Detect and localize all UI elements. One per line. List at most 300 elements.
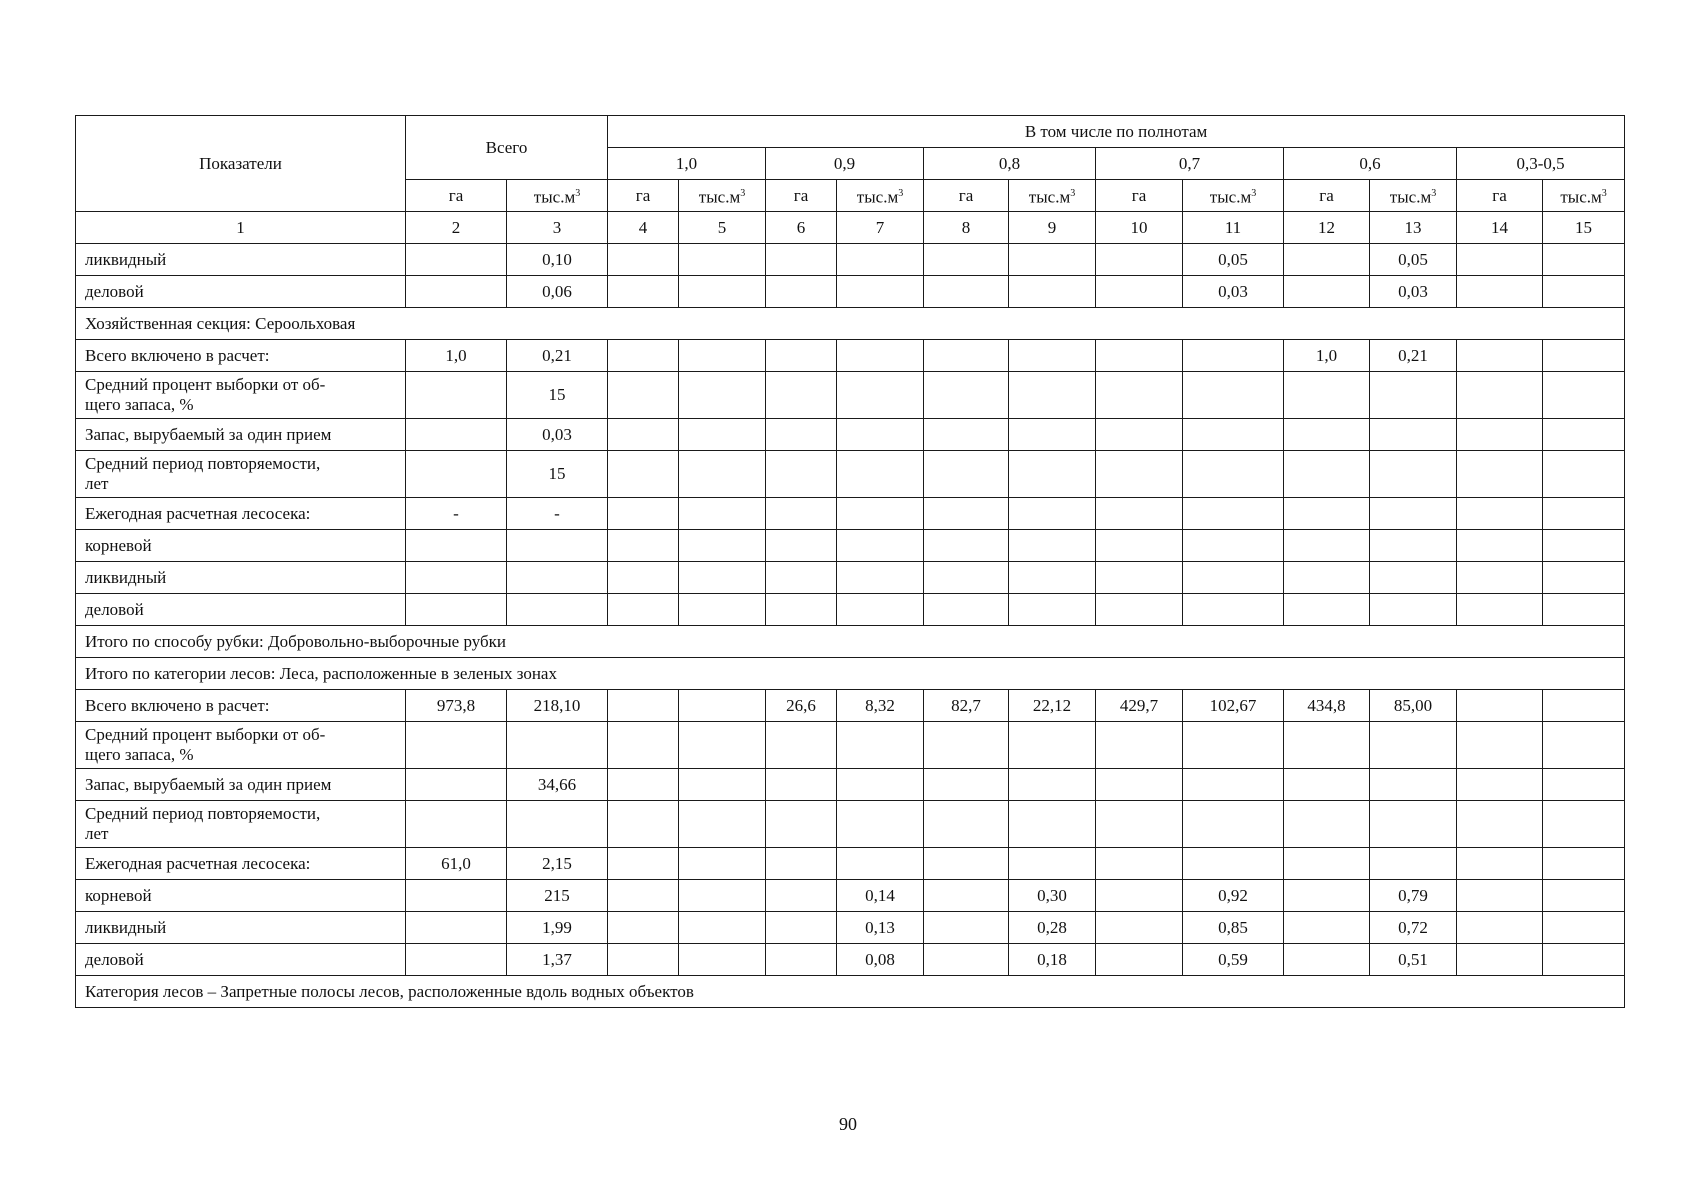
table-cell bbox=[406, 912, 507, 944]
table-cell bbox=[1183, 419, 1284, 451]
section-row bbox=[76, 658, 1625, 690]
table-row bbox=[76, 944, 1625, 976]
header-row-1 bbox=[76, 116, 1625, 148]
table-cell: 0,18 bbox=[1009, 944, 1096, 976]
table-cell bbox=[608, 244, 679, 276]
row-label: Всего включено в расчет: bbox=[76, 690, 406, 722]
table-cell bbox=[924, 562, 1009, 594]
table-cell: 0,03 bbox=[507, 419, 608, 451]
table-cell bbox=[1543, 912, 1625, 944]
table-cell bbox=[1284, 372, 1370, 419]
table-cell bbox=[924, 244, 1009, 276]
table-cell bbox=[766, 419, 837, 451]
table-cell bbox=[1284, 419, 1370, 451]
column-number: 15 bbox=[1543, 212, 1625, 244]
density-header: 0,6 bbox=[1284, 148, 1457, 180]
table-row bbox=[76, 769, 1625, 801]
table-cell bbox=[1096, 562, 1183, 594]
density-header: 0,9 bbox=[766, 148, 924, 180]
table-cell bbox=[406, 451, 507, 498]
table-cell bbox=[1543, 722, 1625, 769]
table-row bbox=[76, 722, 1625, 769]
table-cell bbox=[608, 451, 679, 498]
indicators-header: Показатели bbox=[76, 116, 406, 212]
table-cell bbox=[406, 372, 507, 419]
table-cell bbox=[679, 722, 766, 769]
table-cell bbox=[1284, 530, 1370, 562]
table-cell bbox=[1370, 562, 1457, 594]
table-cell bbox=[608, 419, 679, 451]
table-cell bbox=[1370, 594, 1457, 626]
table-cell bbox=[837, 594, 924, 626]
table-cell bbox=[1183, 340, 1284, 372]
table-cell: 0,28 bbox=[1009, 912, 1096, 944]
row-label: Запас, вырубаемый за один прием bbox=[76, 769, 406, 801]
page-number: 90 bbox=[839, 1114, 857, 1134]
table-cell: 0,21 bbox=[507, 340, 608, 372]
table-cell bbox=[1009, 848, 1096, 880]
table-cell bbox=[507, 801, 608, 848]
table-cell bbox=[1096, 530, 1183, 562]
table-cell bbox=[1009, 276, 1096, 308]
table-cell bbox=[766, 880, 837, 912]
table-cell bbox=[924, 340, 1009, 372]
unit-volume-superscript: 3 bbox=[1431, 187, 1437, 199]
table-cell bbox=[1183, 769, 1284, 801]
table-cell bbox=[679, 562, 766, 594]
table-cell bbox=[1457, 419, 1543, 451]
table-cell: 0,79 bbox=[1370, 880, 1457, 912]
table-row bbox=[76, 594, 1625, 626]
table-cell bbox=[1370, 848, 1457, 880]
table-cell bbox=[1543, 562, 1625, 594]
unit-volume-header bbox=[837, 180, 924, 212]
table-cell bbox=[1457, 451, 1543, 498]
table-cell bbox=[766, 498, 837, 530]
table-cell bbox=[679, 276, 766, 308]
table-cell: - bbox=[406, 498, 507, 530]
section-title: Итого по способу рубки: Добровольно-выборочные рубки bbox=[76, 626, 1625, 658]
row-label: деловой bbox=[76, 594, 406, 626]
table-cell bbox=[406, 530, 507, 562]
table-cell bbox=[1543, 498, 1625, 530]
table-cell bbox=[837, 451, 924, 498]
unit-area-header: га bbox=[608, 180, 679, 212]
table-cell bbox=[406, 244, 507, 276]
table-cell bbox=[608, 594, 679, 626]
table-cell bbox=[1543, 451, 1625, 498]
density-header: 1,0 bbox=[608, 148, 766, 180]
table-cell bbox=[608, 944, 679, 976]
column-number: 9 bbox=[1009, 212, 1096, 244]
unit-area-header: га bbox=[1457, 180, 1543, 212]
unit-area-header: га bbox=[924, 180, 1009, 212]
table-cell: 0,03 bbox=[1183, 276, 1284, 308]
section-row bbox=[76, 976, 1625, 1008]
table-cell bbox=[1284, 451, 1370, 498]
table-cell bbox=[608, 530, 679, 562]
row-label: ликвидный bbox=[76, 912, 406, 944]
table-cell: 0,59 bbox=[1183, 944, 1284, 976]
table-cell bbox=[924, 944, 1009, 976]
table-cell bbox=[406, 276, 507, 308]
table-cell bbox=[766, 276, 837, 308]
table-cell bbox=[766, 848, 837, 880]
table-cell bbox=[1284, 498, 1370, 530]
table-row bbox=[76, 880, 1625, 912]
table-cell bbox=[1457, 690, 1543, 722]
table-cell bbox=[1284, 912, 1370, 944]
table-row bbox=[76, 244, 1625, 276]
table-cell bbox=[924, 372, 1009, 419]
table-cell bbox=[1009, 419, 1096, 451]
table-cell bbox=[837, 848, 924, 880]
table-cell bbox=[1457, 848, 1543, 880]
row-label: корневой bbox=[76, 530, 406, 562]
table-cell bbox=[1370, 372, 1457, 419]
row-label: корневой bbox=[76, 880, 406, 912]
table-cell bbox=[608, 562, 679, 594]
table-cell bbox=[1096, 912, 1183, 944]
header-numbers-row bbox=[76, 212, 1625, 244]
table-cell: 0,21 bbox=[1370, 340, 1457, 372]
table-row bbox=[76, 372, 1625, 419]
row-label: ликвидный bbox=[76, 562, 406, 594]
table-cell bbox=[1370, 498, 1457, 530]
table-cell bbox=[1096, 880, 1183, 912]
table-cell: 2,15 bbox=[507, 848, 608, 880]
table-cell: 0,10 bbox=[507, 244, 608, 276]
section-row bbox=[76, 626, 1625, 658]
table-cell bbox=[1096, 340, 1183, 372]
table-cell bbox=[1009, 562, 1096, 594]
table-row bbox=[76, 690, 1625, 722]
table-cell bbox=[766, 594, 837, 626]
table-cell: 973,8 bbox=[406, 690, 507, 722]
table-cell bbox=[1284, 244, 1370, 276]
section-title: Категория лесов – Запретные полосы лесов, расположенные вдоль водных объектов bbox=[76, 976, 1625, 1008]
table-cell bbox=[1543, 530, 1625, 562]
table-cell: 0,92 bbox=[1183, 880, 1284, 912]
table-cell bbox=[1370, 451, 1457, 498]
table-row bbox=[76, 419, 1625, 451]
table-cell bbox=[406, 722, 507, 769]
table-cell: - bbox=[507, 498, 608, 530]
table-cell bbox=[766, 944, 837, 976]
unit-volume-superscript: 3 bbox=[575, 187, 581, 199]
table-cell bbox=[1096, 801, 1183, 848]
table-cell bbox=[766, 340, 837, 372]
table-cell bbox=[679, 912, 766, 944]
table-cell: 0,13 bbox=[837, 912, 924, 944]
table-cell bbox=[406, 419, 507, 451]
total-header: Всего bbox=[406, 116, 608, 180]
row-label: Ежегодная расчетная лесосека: bbox=[76, 498, 406, 530]
unit-volume-superscript: 3 bbox=[740, 187, 746, 199]
table-cell bbox=[608, 276, 679, 308]
unit-area-header: га bbox=[406, 180, 507, 212]
table-cell: 1,0 bbox=[1284, 340, 1370, 372]
table-cell: 61,0 bbox=[406, 848, 507, 880]
table-cell bbox=[1096, 594, 1183, 626]
table-cell bbox=[766, 801, 837, 848]
table-row bbox=[76, 498, 1625, 530]
table-cell bbox=[1096, 944, 1183, 976]
table-cell: 0,85 bbox=[1183, 912, 1284, 944]
table-cell: 0,08 bbox=[837, 944, 924, 976]
table-cell bbox=[924, 498, 1009, 530]
table-cell bbox=[766, 722, 837, 769]
table-cell bbox=[1543, 419, 1625, 451]
table-cell bbox=[924, 594, 1009, 626]
table-cell: 0,30 bbox=[1009, 880, 1096, 912]
table-cell bbox=[679, 244, 766, 276]
table-cell bbox=[507, 722, 608, 769]
table-cell bbox=[837, 722, 924, 769]
table-cell bbox=[1457, 562, 1543, 594]
table-row bbox=[76, 276, 1625, 308]
column-number: 1 bbox=[76, 212, 406, 244]
table-cell bbox=[1284, 722, 1370, 769]
column-number: 11 bbox=[1183, 212, 1284, 244]
row-label: Средний период повторяемости, лет bbox=[76, 801, 406, 848]
table-cell: 434,8 bbox=[1284, 690, 1370, 722]
table-cell bbox=[679, 340, 766, 372]
row-label: Средний процент выборки от об- щего запаса, % bbox=[76, 722, 406, 769]
row-label: Всего включено в расчет: bbox=[76, 340, 406, 372]
table-cell bbox=[608, 340, 679, 372]
table-cell bbox=[608, 372, 679, 419]
forest-table-container bbox=[75, 115, 1624, 1008]
unit-volume-base: тыс.м bbox=[1560, 187, 1602, 207]
table-cell: 85,00 bbox=[1370, 690, 1457, 722]
table-cell bbox=[1096, 419, 1183, 451]
table-cell bbox=[924, 769, 1009, 801]
unit-volume-header bbox=[507, 180, 608, 212]
unit-volume-base: тыс.м bbox=[1028, 187, 1071, 207]
table-cell bbox=[608, 498, 679, 530]
table-cell bbox=[608, 801, 679, 848]
table-cell bbox=[1183, 562, 1284, 594]
unit-volume-superscript: 3 bbox=[1070, 187, 1076, 199]
column-number: 5 bbox=[679, 212, 766, 244]
table-cell bbox=[1183, 451, 1284, 498]
row-label: Ежегодная расчетная лесосека: bbox=[76, 848, 406, 880]
table-cell: 215 bbox=[507, 880, 608, 912]
table-cell: 34,66 bbox=[507, 769, 608, 801]
table-cell bbox=[1370, 530, 1457, 562]
table-cell bbox=[1284, 769, 1370, 801]
table-cell bbox=[1543, 276, 1625, 308]
table-cell bbox=[608, 769, 679, 801]
table-cell bbox=[766, 562, 837, 594]
row-label: Средний процент выборки от об- щего запаса, % bbox=[76, 372, 406, 419]
table-cell bbox=[924, 848, 1009, 880]
table-cell: 1,99 bbox=[507, 912, 608, 944]
density-header: 0,8 bbox=[924, 148, 1096, 180]
table-cell bbox=[837, 276, 924, 308]
table-cell bbox=[679, 690, 766, 722]
column-number: 13 bbox=[1370, 212, 1457, 244]
unit-volume-header bbox=[679, 180, 766, 212]
column-number: 10 bbox=[1096, 212, 1183, 244]
unit-area-header: га bbox=[1096, 180, 1183, 212]
table-cell bbox=[924, 419, 1009, 451]
table-cell bbox=[1457, 944, 1543, 976]
table-cell bbox=[679, 880, 766, 912]
table-cell bbox=[766, 769, 837, 801]
density-group-header: В том числе по полнотам bbox=[608, 116, 1625, 148]
table-cell bbox=[1009, 769, 1096, 801]
table-cell bbox=[1183, 372, 1284, 419]
table-cell bbox=[1543, 848, 1625, 880]
table-cell bbox=[1284, 944, 1370, 976]
table-cell bbox=[1096, 498, 1183, 530]
table-cell bbox=[1096, 372, 1183, 419]
table-cell bbox=[1009, 594, 1096, 626]
table-cell bbox=[837, 340, 924, 372]
table-cell bbox=[1284, 594, 1370, 626]
table-cell bbox=[837, 562, 924, 594]
unit-volume-superscript: 3 bbox=[898, 187, 904, 199]
row-label: деловой bbox=[76, 944, 406, 976]
table-cell bbox=[924, 801, 1009, 848]
table-cell: 15 bbox=[507, 451, 608, 498]
table-cell bbox=[679, 372, 766, 419]
table-cell bbox=[1543, 340, 1625, 372]
table-cell bbox=[406, 944, 507, 976]
table-cell bbox=[1284, 276, 1370, 308]
table-cell bbox=[1183, 722, 1284, 769]
section-title: Хозяйственная секция: Сероольховая bbox=[76, 308, 1625, 340]
table-cell bbox=[1096, 451, 1183, 498]
row-label: Средний период повторяемости, лет bbox=[76, 451, 406, 498]
unit-volume-base: тыс.м bbox=[856, 187, 899, 207]
table-cell bbox=[1096, 769, 1183, 801]
table-cell: 102,67 bbox=[1183, 690, 1284, 722]
unit-volume-base: тыс.м bbox=[1209, 187, 1252, 207]
table-cell bbox=[1284, 801, 1370, 848]
table-cell bbox=[1009, 801, 1096, 848]
table-cell bbox=[837, 498, 924, 530]
table-cell: 218,10 bbox=[507, 690, 608, 722]
unit-volume-header bbox=[1009, 180, 1096, 212]
table-row bbox=[76, 451, 1625, 498]
table-cell bbox=[1009, 451, 1096, 498]
table-cell bbox=[924, 912, 1009, 944]
table-cell: 1,0 bbox=[406, 340, 507, 372]
table-cell bbox=[608, 912, 679, 944]
table-cell bbox=[1370, 801, 1457, 848]
table-cell bbox=[1370, 419, 1457, 451]
table-cell bbox=[608, 848, 679, 880]
table-cell bbox=[608, 722, 679, 769]
table-row bbox=[76, 562, 1625, 594]
table-header bbox=[76, 116, 1625, 244]
unit-volume-superscript: 3 bbox=[1601, 187, 1607, 199]
unit-volume-base: тыс.м bbox=[698, 187, 741, 207]
table-cell bbox=[679, 769, 766, 801]
table-cell: 1,37 bbox=[507, 944, 608, 976]
table-cell bbox=[1284, 880, 1370, 912]
table-row bbox=[76, 530, 1625, 562]
table-cell bbox=[837, 801, 924, 848]
unit-volume-base: тыс.м bbox=[533, 187, 576, 207]
table-cell: 8,32 bbox=[837, 690, 924, 722]
table-cell bbox=[507, 594, 608, 626]
table-cell bbox=[679, 801, 766, 848]
row-label: ликвидный bbox=[76, 244, 406, 276]
density-header: 0,7 bbox=[1096, 148, 1284, 180]
table-cell bbox=[766, 244, 837, 276]
table-cell bbox=[837, 419, 924, 451]
row-label: деловой bbox=[76, 276, 406, 308]
table-cell bbox=[1543, 944, 1625, 976]
table-cell bbox=[406, 880, 507, 912]
table-cell: 0,72 bbox=[1370, 912, 1457, 944]
table-cell: 0,05 bbox=[1370, 244, 1457, 276]
unit-area-header: га bbox=[1284, 180, 1370, 212]
table-cell bbox=[1457, 276, 1543, 308]
table-cell bbox=[1543, 769, 1625, 801]
table-cell bbox=[406, 801, 507, 848]
table-cell: 0,03 bbox=[1370, 276, 1457, 308]
table-cell bbox=[406, 594, 507, 626]
table-cell bbox=[406, 562, 507, 594]
section-row bbox=[76, 308, 1625, 340]
table-cell bbox=[1009, 340, 1096, 372]
table-cell bbox=[679, 594, 766, 626]
table-cell bbox=[679, 530, 766, 562]
table-cell bbox=[766, 372, 837, 419]
table-cell bbox=[1543, 801, 1625, 848]
table-cell: 429,7 bbox=[1096, 690, 1183, 722]
table-cell bbox=[1543, 372, 1625, 419]
table-cell bbox=[1370, 769, 1457, 801]
table-cell: 0,51 bbox=[1370, 944, 1457, 976]
row-label: Запас, вырубаемый за один прием bbox=[76, 419, 406, 451]
table-cell bbox=[679, 451, 766, 498]
unit-volume-header bbox=[1543, 180, 1625, 212]
table-cell bbox=[507, 562, 608, 594]
table-cell bbox=[766, 530, 837, 562]
table-row bbox=[76, 801, 1625, 848]
table-cell bbox=[1284, 848, 1370, 880]
table-cell bbox=[1543, 690, 1625, 722]
section-title: Итого по категории лесов: Леса, расположенные в зеленых зонах bbox=[76, 658, 1625, 690]
table-row bbox=[76, 848, 1625, 880]
table-cell bbox=[1543, 244, 1625, 276]
table-cell: 22,12 bbox=[1009, 690, 1096, 722]
unit-volume-superscript: 3 bbox=[1251, 187, 1257, 199]
column-number: 2 bbox=[406, 212, 507, 244]
column-number: 3 bbox=[507, 212, 608, 244]
table-cell bbox=[679, 498, 766, 530]
table-cell bbox=[1009, 372, 1096, 419]
table-cell bbox=[1457, 498, 1543, 530]
table-cell bbox=[1096, 244, 1183, 276]
table-body bbox=[76, 244, 1625, 1008]
table-cell bbox=[766, 451, 837, 498]
unit-area-header: га bbox=[766, 180, 837, 212]
table-cell bbox=[1009, 722, 1096, 769]
table-cell: 0,14 bbox=[837, 880, 924, 912]
table-cell bbox=[1183, 801, 1284, 848]
table-cell bbox=[766, 912, 837, 944]
table-cell bbox=[1457, 801, 1543, 848]
table-cell bbox=[1009, 498, 1096, 530]
table-cell bbox=[608, 880, 679, 912]
